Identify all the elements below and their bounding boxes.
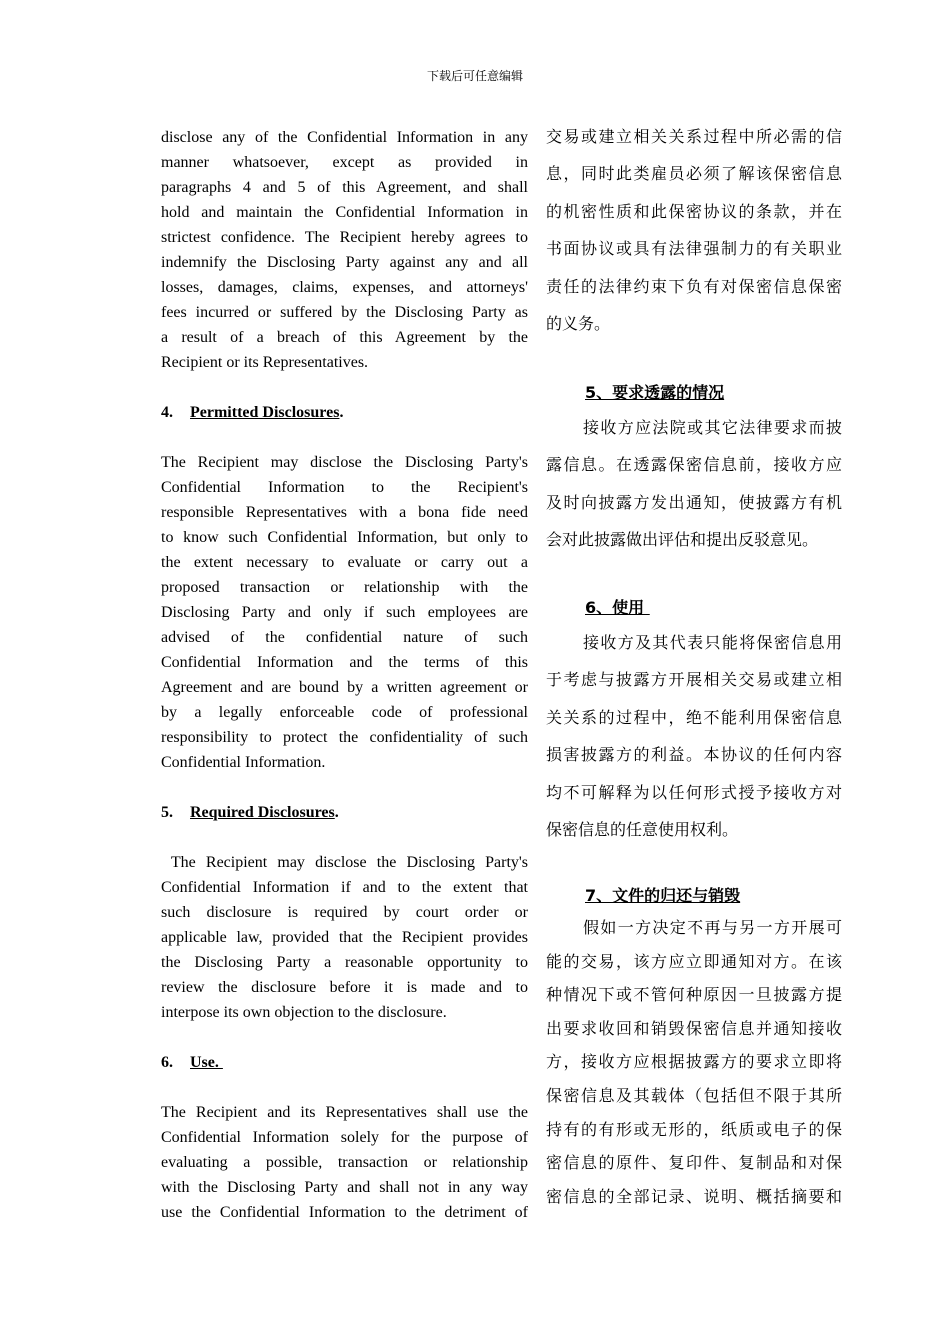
text-line: 均不可解释为以任何形式授予接收方对 xyxy=(546,782,842,802)
text-line: review the disclosure before it is made and to xyxy=(161,979,528,996)
section-heading: 7、文件的归还与销毁 xyxy=(585,886,741,905)
text-line: 及时向披露方发出通知，使披露方有机 xyxy=(546,492,842,512)
text-line: responsibility to protect the confidentiality of such xyxy=(161,729,528,746)
text-line: 息，同时此类雇员必须了解该保密信息 xyxy=(546,164,842,184)
chinese-block-a xyxy=(546,118,842,342)
section-heading xyxy=(161,800,528,825)
section-number: 5. xyxy=(161,804,173,821)
text-line: with the Disclosing Party and shall not in any way xyxy=(161,1179,528,1196)
text-line: advised of the confidential nature of such xyxy=(161,629,528,646)
text-line: The Recipient may disclose the Disclosing Party's xyxy=(161,454,528,471)
section-7-heading-cn xyxy=(546,878,842,913)
section-title: Required Disclosures xyxy=(190,804,335,821)
text-line: Disclosing Party and only if such employees are xyxy=(161,604,528,621)
text-line: Agreement and are bound by a written agreement or xyxy=(161,679,528,696)
section-6-heading-cn xyxy=(546,590,842,625)
text-line: 假如一方决定不再与另一方开展可 xyxy=(583,918,842,937)
section-5-heading-cn xyxy=(546,375,842,410)
text-line: such disclosure is required by court order or xyxy=(161,904,528,921)
text-line: Confidential Information solely for the purpose of xyxy=(161,1129,528,1146)
text-line: 书面协议或具有法律强制力的有关职业 xyxy=(546,239,842,259)
text-line: fees incurred or suffered by the Disclosing Party as xyxy=(161,304,528,321)
text-line: 种情况下或不管何种原因一旦披露方提 xyxy=(546,985,842,1005)
section-title: Use. xyxy=(190,1054,223,1071)
text-line: applicable law, provided that the Recipient provides xyxy=(161,929,528,946)
text-line: 能的交易，该方应立即通知对方。在该 xyxy=(546,951,842,971)
text-line: evaluating a possible, transaction or relationship xyxy=(161,1154,528,1171)
section-number: 4. xyxy=(161,404,173,421)
text-line: 出要求收回和销毁保密信息并通知接收 xyxy=(546,1018,842,1038)
text-line: 方，接收方应根据披露方的要求立即将 xyxy=(546,1052,842,1072)
text-line: Confidential Information if and to the extent that xyxy=(161,879,528,896)
text-line: the Disclosing Party a reasonable opportunity to xyxy=(161,954,528,971)
text-line: 责任的法律约束下负有对保密信息保密 xyxy=(546,276,842,296)
english-column xyxy=(161,125,528,1225)
chinese-block-c xyxy=(546,624,842,848)
page-header: 下载后可任意编辑 xyxy=(426,69,523,83)
text-line: 保密信息及其载体（包括但不限于其所 xyxy=(546,1085,842,1105)
text-line: 关关系的过程中，绝不能利用保密信息 xyxy=(546,707,842,727)
text-line: indemnify the Disclosing Party against any and all xyxy=(161,254,528,271)
text-line: 接收方及其代表只能将保密信息用 xyxy=(583,633,842,652)
blank-line xyxy=(161,825,528,850)
chinese-block-d xyxy=(546,911,842,1213)
section-title-end: . xyxy=(339,404,344,421)
text-line: use the Confidential Information to the detriment of xyxy=(161,1204,528,1221)
text-line: manner whatsoever, except as provided in xyxy=(161,154,528,171)
text-line: 保密信息的任意使用权利。 xyxy=(546,820,739,840)
text-line: 会对此披露做出评估和提出反驳意见。 xyxy=(546,530,819,550)
text-line: the extent necessary to evaluate or carry out a xyxy=(161,554,528,571)
text-line: The Recipient may disclose the Disclosing Party's xyxy=(161,854,528,871)
text-line: 露信息。在透露保密信息前，接收方应 xyxy=(546,455,842,475)
text-line: Confidential Information and the terms of this xyxy=(161,654,528,671)
text-line: 持有的有形或无形的，纸质或电子的保 xyxy=(546,1119,842,1139)
text-line: 密信息的全部记录、说明、概括摘要和 xyxy=(546,1186,842,1206)
text-line: 的义务。 xyxy=(546,314,611,334)
text-line: 损害披露方的利益。本协议的任何内容 xyxy=(546,745,842,765)
text-line: proposed transaction or relationship with the xyxy=(161,579,528,596)
blank-line xyxy=(161,1025,528,1050)
text-line: 交易或建立相关关系过程中所必需的信 xyxy=(546,127,842,146)
section-heading: 6、使用 xyxy=(585,598,650,617)
section-heading: 5、要求透露的情况 xyxy=(585,383,725,402)
text-line: disclose any of the Confidential Information in any xyxy=(161,129,528,146)
blank-line xyxy=(161,775,528,800)
text-line: responsible Representatives with a bona fide need xyxy=(161,504,528,521)
text-line: by a legally enforceable code of professional xyxy=(161,704,528,721)
section-heading xyxy=(161,1050,528,1075)
section-number: 6. xyxy=(161,1054,173,1071)
text-line: 接收方应法院或其它法律要求而披 xyxy=(583,418,842,437)
text-line: Confidential Information. xyxy=(161,754,326,771)
text-line: Confidential Information to the Recipient's xyxy=(161,479,528,496)
text-line: hold and maintain the Confidential Information in xyxy=(161,204,528,221)
section-title: Permitted Disclosures xyxy=(190,404,340,421)
text-line: The Recipient and its Representatives shall use the xyxy=(161,1104,528,1121)
blank-line xyxy=(161,425,528,450)
text-line: 于考虑与披露方开展相关交易或建立相 xyxy=(546,670,842,690)
text-line: strictest confidence. The Recipient hereby agrees to xyxy=(161,229,528,246)
blank-line xyxy=(161,1075,528,1100)
text-line: paragraphs 4 and 5 of this Agreement, and shall xyxy=(161,179,528,196)
text-line: a result of a breach of this Agreement by the xyxy=(161,329,528,346)
chinese-block-b xyxy=(546,409,842,559)
text-line: 的机密性质和此保密协议的条款，并在 xyxy=(546,201,842,221)
text-line: to know such Confidential Information, but only to xyxy=(161,529,528,546)
text-line: Recipient or its Representatives. xyxy=(161,354,369,371)
text-line: 密信息的原件、复印件、复制品和对保 xyxy=(546,1153,842,1173)
blank-line xyxy=(161,375,528,400)
section-title-end: . xyxy=(334,804,339,821)
text-line: losses, damages, claims, expenses, and attorneys' xyxy=(161,279,528,296)
text-line: interpose its own objection to the disclosure. xyxy=(161,1004,447,1021)
section-heading xyxy=(161,400,528,425)
